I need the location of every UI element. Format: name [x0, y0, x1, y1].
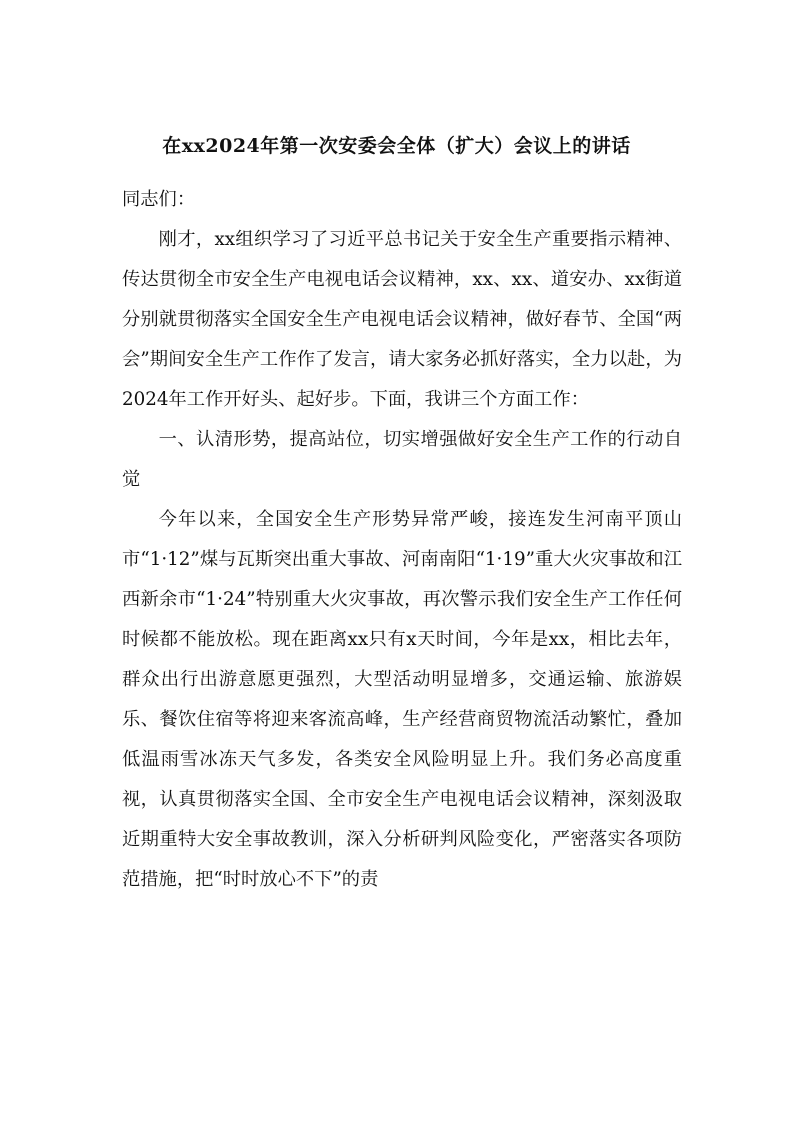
salutation: 同志们：	[122, 189, 196, 210]
paragraph-opening: 刚才，xx组织学习了习近平总书记关于安全生产重要指示精神、传达贯彻全市安全生产电视电话会议精神，xx、xx、道安办、xx街道分别就贯彻落实全国安全生产电视电话会议精神，做好春节、全国“两会”期间安全生产工作作了发言，请大家务必抓好落实，全力以赴，为2024年工作开好头、起好步。下面，我讲三个方面工作：	[122, 229, 682, 410]
document-title: 在xx2024年第一次安委会全体（扩大）会议上的讲话	[162, 135, 631, 157]
document-body	[122, 180, 682, 900]
paragraph-situation: 今年以来，全国安全生产形势异常严峻，接连发生河南平顶山市“1·12”煤与瓦斯突出重大事故、河南南阳“1·19”重大火灾事故和江西新余市“1·24”特别重大火灾事故，再次警示我们安全生产工作任何时候都不能放松。现在距离xx只有x天时间，今年是xx，相比去年，群众出行出游意愿更强烈，大型活动明显增多，交通运输、旅游娱乐、餐饮住宿等将迎来客流高峰，生产经营商贸物流活动繁忙，叠加低温雨雪冰冻天气多发，各类安全风险明显上升。我们务必高度重视，认真贯彻落实全国、全市安全生产电视电话会议精神，深刻汲取近期重特大安全事故教训，深入分析研判风险变化，严密落实各项防范措施，把“时时放心不下”的责	[122, 509, 682, 890]
section-heading-one: 一、认清形势，提高站位，切实增强做好安全生产工作的行动自觉	[122, 429, 682, 490]
